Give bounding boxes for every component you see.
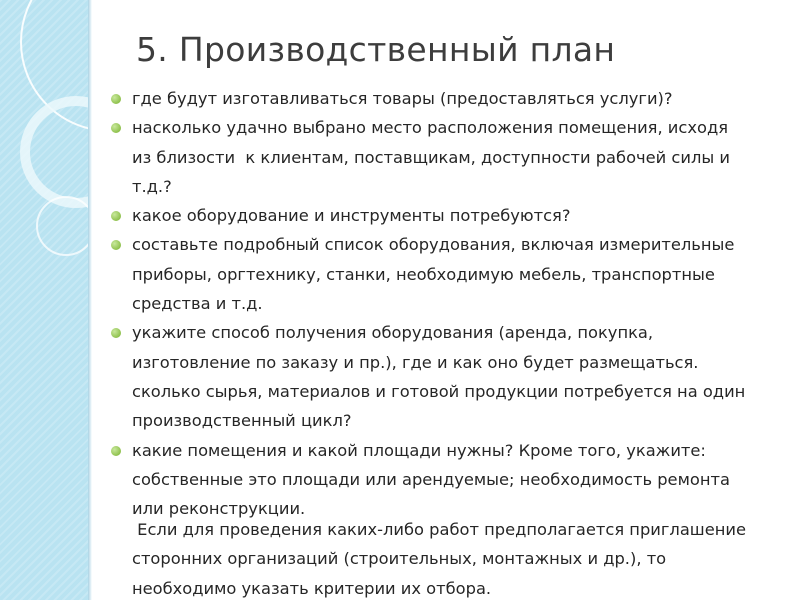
bullet-item bbox=[108, 318, 788, 435]
closing-note: Если для проведения каких-либо работ предполагается приглашение сторонних организаций (строительных, монтажных и др.), то необходимо указать критерии их отбора. bbox=[132, 520, 746, 598]
slide-title: 5. Производственный план bbox=[136, 30, 616, 69]
bullet-item bbox=[108, 230, 788, 318]
green-bullet-icon bbox=[111, 328, 121, 338]
decorative-ring-small bbox=[36, 196, 88, 256]
bullet-list bbox=[108, 84, 788, 523]
green-bullet-icon bbox=[111, 446, 121, 456]
bullet-text: какие помещения и какой площади нужны? Кроме того, укажите: собственные это площади или арендуемые; необходимость ремонта или реконструкции. bbox=[132, 440, 730, 519]
green-bullet-icon bbox=[111, 240, 121, 250]
green-bullet-icon bbox=[111, 123, 121, 133]
bullet-text: составьте подробный список оборудования, включая измерительные приборы, оргтехнику, станки, необходимую мебель, транспортные средства и т.д. bbox=[132, 235, 735, 314]
bullet-text: укажите способ получения оборудования (аренда, покупка, изготовление по заказу и пр.), где и как оно будет размещаться. сколько сырья, материалов и готовой продукции потребуется на один производственный цикл? bbox=[132, 323, 746, 431]
bullet-item bbox=[108, 84, 788, 113]
bullet-item bbox=[108, 436, 788, 524]
side-panel-edge bbox=[88, 0, 92, 600]
green-bullet-icon bbox=[111, 211, 121, 221]
bullet-text: насколько удачно выбрано место расположения помещения, исходя из близости к клиентам, поставщикам, доступности рабочей силы и т.д.? bbox=[132, 118, 730, 196]
bullet-item bbox=[108, 113, 788, 201]
decorative-ring-medium bbox=[20, 96, 88, 208]
green-bullet-icon bbox=[111, 94, 121, 104]
bullet-text: какое оборудование и инструменты потребуются? bbox=[132, 206, 571, 226]
slide-content bbox=[108, 0, 788, 600]
bullet-text: где будут изготавливаться товары (предоставляться услуги)? bbox=[132, 89, 673, 108]
bullet-item bbox=[108, 201, 788, 230]
decorative-side-panel bbox=[0, 0, 88, 600]
